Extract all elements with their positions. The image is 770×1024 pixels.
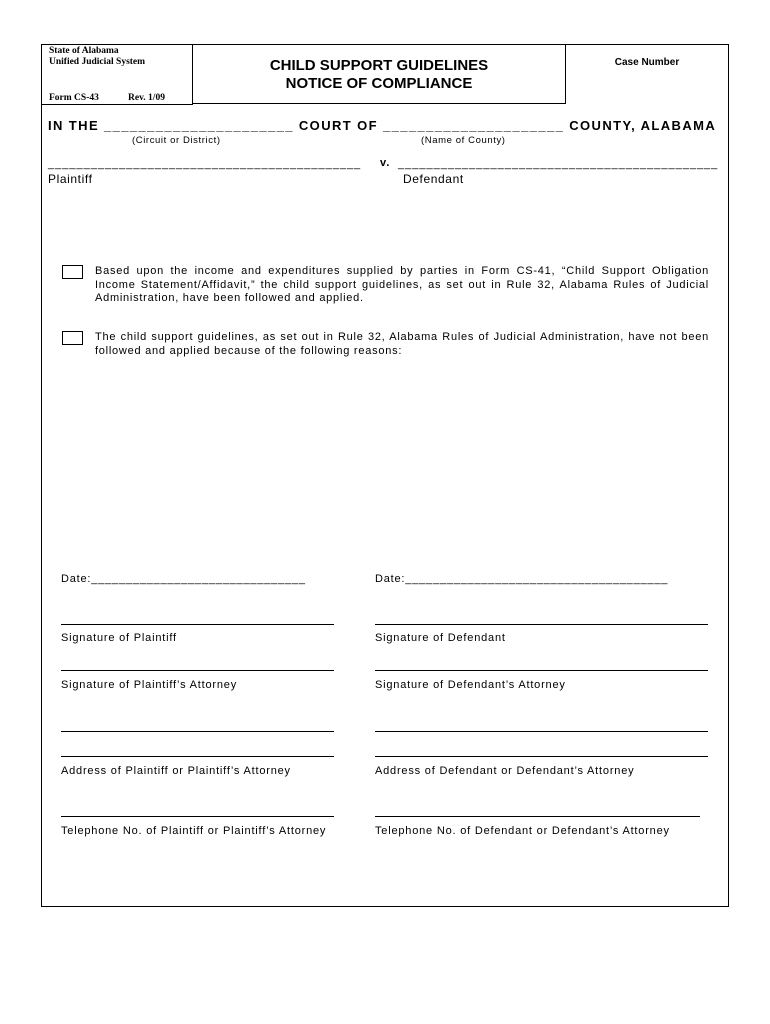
defendant-address-label: Address of Defendant or Defendant’s Attorney — [375, 765, 635, 777]
defendant-signature-label: Signature of Defendant — [375, 632, 506, 644]
plaintiff-telephone-line[interactable] — [61, 816, 334, 817]
defendant-label: Defendant — [403, 172, 464, 186]
defendant-field[interactable]: _____________________________________________ — [398, 158, 719, 170]
guidelines-not-followed-text: The child support guidelines, as set out in Rule 32, Alabama Rules of Judicial Administration, have not been followed and applied because of the following reasons: — [95, 331, 709, 357]
plaintiff-address-label: Address of Plaintiff or Plaintiff’s Attorney — [61, 765, 291, 777]
guidelines-not-followed-checkbox[interactable] — [62, 331, 83, 345]
plaintiff-label: Plaintiff — [48, 172, 93, 186]
defendant-signature-line[interactable] — [375, 624, 708, 625]
plaintiff-attorney-signature-label: Signature of Plaintiff’s Attorney — [61, 679, 238, 691]
form-title-line1: CHILD SUPPORT GUIDELINES — [269, 57, 489, 74]
form-frame — [41, 44, 729, 907]
header-issuer — [41, 44, 192, 104]
plaintiff-address-line-1[interactable] — [61, 731, 334, 732]
judicial-system: Unified Judicial System — [49, 57, 146, 67]
versus-label: v. — [380, 157, 391, 169]
case-number-box[interactable] — [566, 44, 728, 104]
defendant-attorney-signature-label: Signature of Defendant’s Attorney — [375, 679, 566, 691]
guidelines-followed-checkbox[interactable] — [62, 265, 83, 279]
form-revision: Rev. 1/09 — [128, 93, 165, 103]
form-title-line2: NOTICE OF COMPLIANCE — [285, 75, 473, 92]
plaintiff-signature-label: Signature of Plaintiff — [61, 632, 177, 644]
plaintiff-date-field[interactable]: Date:_______________________________ — [61, 573, 306, 585]
county-label: (Name of County) — [421, 135, 506, 146]
plaintiff-address-line-2[interactable] — [61, 756, 334, 757]
state-name: State of Alabama — [49, 46, 119, 56]
plaintiff-field[interactable]: ____________________________________________ — [48, 158, 362, 170]
defendant-address-line-1[interactable] — [375, 731, 708, 732]
circuit-label: (Circuit or District) — [132, 135, 221, 146]
form-number: Form CS-43 — [49, 93, 99, 103]
form-header — [41, 44, 730, 104]
defendant-date-field[interactable]: Date:______________________________________ — [375, 573, 669, 585]
plaintiff-signature-line[interactable] — [61, 624, 334, 625]
defendant-telephone-label: Telephone No. of Defendant or Defendant’s Attorney — [375, 825, 670, 837]
header-title — [192, 44, 566, 104]
court-line[interactable]: IN THE ______________________ COURT OF _____________________ COUNTY, ALABAMA — [48, 118, 717, 133]
defendant-attorney-signature-line[interactable] — [375, 670, 708, 671]
defendant-telephone-line[interactable] — [375, 816, 700, 817]
guidelines-followed-text: Based upon the income and expenditures supplied by parties in Form CS-41, “Child Support Obligation Income Statement/Affidavit,” the child support guidelines, as set out in Rule 32, Alabama Rules of Judicial Administration, have been followed and applied. — [95, 265, 709, 304]
case-number-label: Case Number — [614, 57, 680, 68]
header-divider — [41, 104, 193, 105]
plaintiff-attorney-signature-line[interactable] — [61, 670, 334, 671]
defendant-address-line-2[interactable] — [375, 756, 708, 757]
plaintiff-telephone-label: Telephone No. of Plaintiff or Plaintiff’s Attorney — [61, 825, 327, 837]
